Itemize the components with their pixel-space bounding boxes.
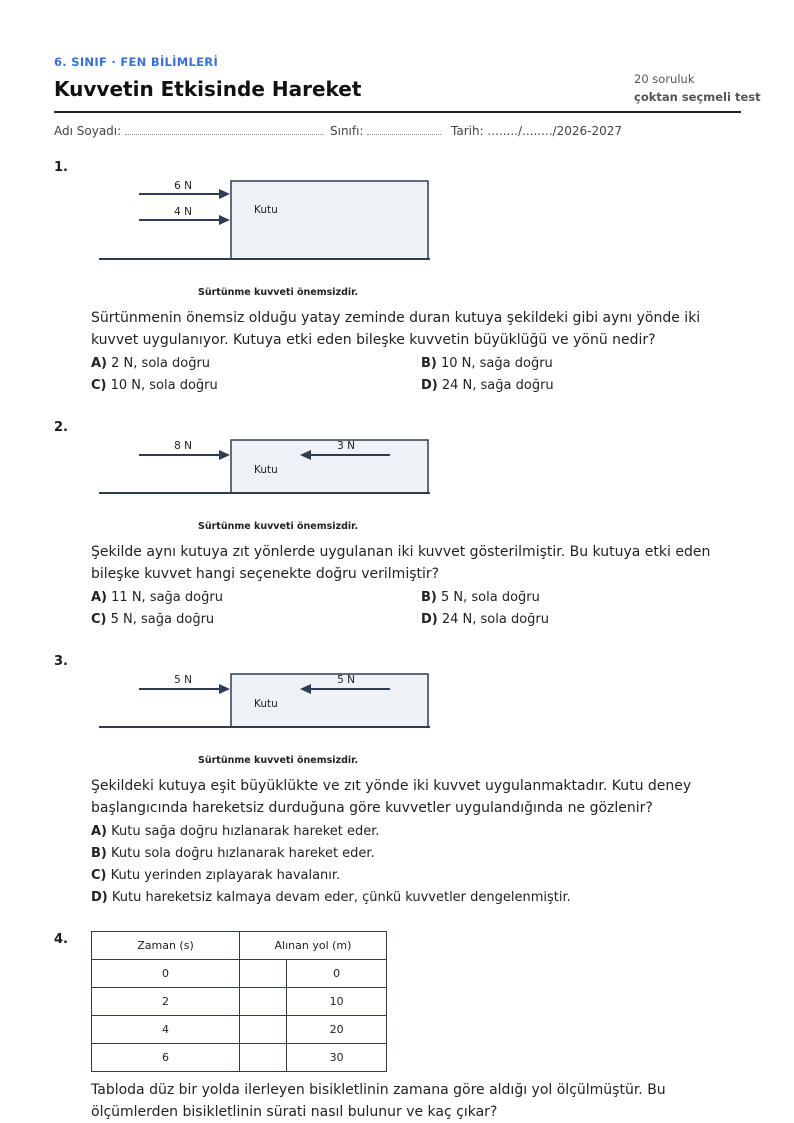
- question-2-option-c[interactable]: C) 5 N, sağa doğru: [91, 612, 215, 627]
- force-left-label: 8 N: [174, 440, 192, 452]
- box-label: Kutu: [254, 464, 278, 476]
- force-top-label: 6 N: [174, 180, 192, 192]
- question-3-text: Şekildeki kutuya eşit büyüklükte ve zıt yönde iki kuvvet uygulanmaktadır. Kutu deney başlangıcında hareketsiz durduğuna göre kuvvetler uygulandığında ne gözlenir?: [91, 778, 692, 816]
- question-1-caption: Sürtünme kuvveti önemsizdir.: [198, 287, 359, 298]
- question-2-option-d[interactable]: D) 24 N, sola doğru: [421, 612, 550, 627]
- arrow-right-icon: [219, 215, 230, 225]
- box-label: Kutu: [254, 204, 278, 216]
- table-header-time: Zaman (s): [92, 932, 240, 960]
- question-2-text: Şekilde aynı kutuya zıt yönlerde uygulanan iki kuvvet gösterilmiştir. Bu kutuya etki eden bileşke kuvvet hangi seçenekte doğru verilmiştir?: [91, 544, 711, 582]
- table-cell: 30: [287, 1044, 387, 1072]
- table-cell: 0: [92, 960, 240, 988]
- table-row: [92, 988, 387, 1016]
- question-2-number: 2.: [54, 420, 68, 435]
- table-row: [92, 1016, 387, 1044]
- date-field[interactable]: [451, 124, 622, 138]
- question-3-option-c[interactable]: C) Kutu yerinden zıplayarak havalanır.: [91, 868, 341, 883]
- name-blank[interactable]: [125, 124, 323, 135]
- table-cell: 6: [92, 1044, 240, 1072]
- date-value: ......../......../2026-2027: [487, 124, 622, 138]
- arrow-right-icon: [219, 684, 230, 694]
- class-field[interactable]: [330, 124, 441, 138]
- table-cell: 4: [92, 1016, 240, 1044]
- question-4-table: [91, 931, 387, 1072]
- table-row: [92, 960, 387, 988]
- class-blank[interactable]: [367, 124, 441, 135]
- question-1-text: Sürtünmenin önemsiz olduğu yatay zeminde duran kutuya şekildeki gibi aynı yönde iki kuvvet uygulanıyor. Kutuya etki eden bileşke kuvvetin büyüklüğü ve yönü nedir?: [91, 310, 701, 348]
- table-cell-empty: [240, 1016, 287, 1044]
- question-3-option-a[interactable]: A) Kutu sağa doğru hızlanarak hareket eder.: [91, 824, 380, 839]
- question-3-option-d[interactable]: D) Kutu hareketsiz kalmaya devam eder, çünkü kuvvetler dengelenmiştir.: [91, 890, 571, 905]
- arrow-right-icon: [219, 189, 230, 199]
- table-cell: 0: [287, 960, 387, 988]
- force-right-label: 3 N: [337, 440, 355, 452]
- table-row: [92, 1044, 387, 1072]
- arrow-right-icon: [219, 450, 230, 460]
- question-1-number: 1.: [54, 160, 68, 175]
- box: [231, 181, 428, 259]
- table-header-distance: Alınan yol (m): [240, 932, 387, 960]
- question-1-option-b[interactable]: B) 10 N, sağa doğru: [421, 356, 553, 371]
- question-1-figure: [90, 172, 440, 268]
- table-cell: 20: [287, 1016, 387, 1044]
- force-left-label: 5 N: [174, 674, 192, 686]
- table-cell: 2: [92, 988, 240, 1016]
- question-3-option-b[interactable]: B) Kutu sola doğru hızlanarak hareket eder.: [91, 846, 375, 861]
- table-cell-empty: [240, 1044, 287, 1072]
- question-4-number: 4.: [54, 932, 68, 947]
- question-2-option-a[interactable]: A) 11 N, sağa doğru: [91, 590, 223, 605]
- force-bottom-label: 4 N: [174, 206, 192, 218]
- box-label: Kutu: [254, 698, 278, 710]
- question-4-text: Tabloda düz bir yolda ilerleyen bisikletlinin zamana göre aldığı yol ölçülmüştür. Bu ölçümlerden bisikletlinin sürati nasıl bulunur ve kaç çıkar?: [91, 1082, 666, 1120]
- table-cell: 10: [287, 988, 387, 1016]
- class-label: Sınıfı:: [330, 124, 364, 138]
- question-2-caption: Sürtünme kuvveti önemsizdir.: [198, 521, 359, 532]
- question-1-option-a[interactable]: A) 2 N, sola doğru: [91, 356, 211, 371]
- question-2-option-b[interactable]: B) 5 N, sola doğru: [421, 590, 540, 605]
- name-field[interactable]: [54, 124, 323, 138]
- question-3-figure: [90, 666, 440, 730]
- question-1-option-c[interactable]: C) 10 N, sola doğru: [91, 378, 218, 393]
- page-title: Kuvvetin Etkisinde Hareket: [54, 77, 362, 101]
- header-divider: [54, 111, 741, 113]
- table-cell-empty: [240, 960, 287, 988]
- test-type: çoktan seçmeli test: [634, 90, 761, 104]
- date-label: Tarih:: [451, 124, 484, 138]
- force-right-label: 5 N: [337, 674, 355, 686]
- question-3-caption: Sürtünme kuvveti önemsizdir.: [198, 755, 359, 766]
- question-2-figure: [90, 432, 440, 496]
- question-count: 20 soruluk: [634, 72, 695, 86]
- subject-label: 6. SINIF · FEN BİLİMLERİ: [54, 55, 219, 69]
- name-label: Adı Soyadı:: [54, 124, 122, 138]
- question-3-number: 3.: [54, 654, 68, 669]
- table-cell-empty: [240, 988, 287, 1016]
- question-1-option-d[interactable]: D) 24 N, sağa doğru: [421, 378, 554, 393]
